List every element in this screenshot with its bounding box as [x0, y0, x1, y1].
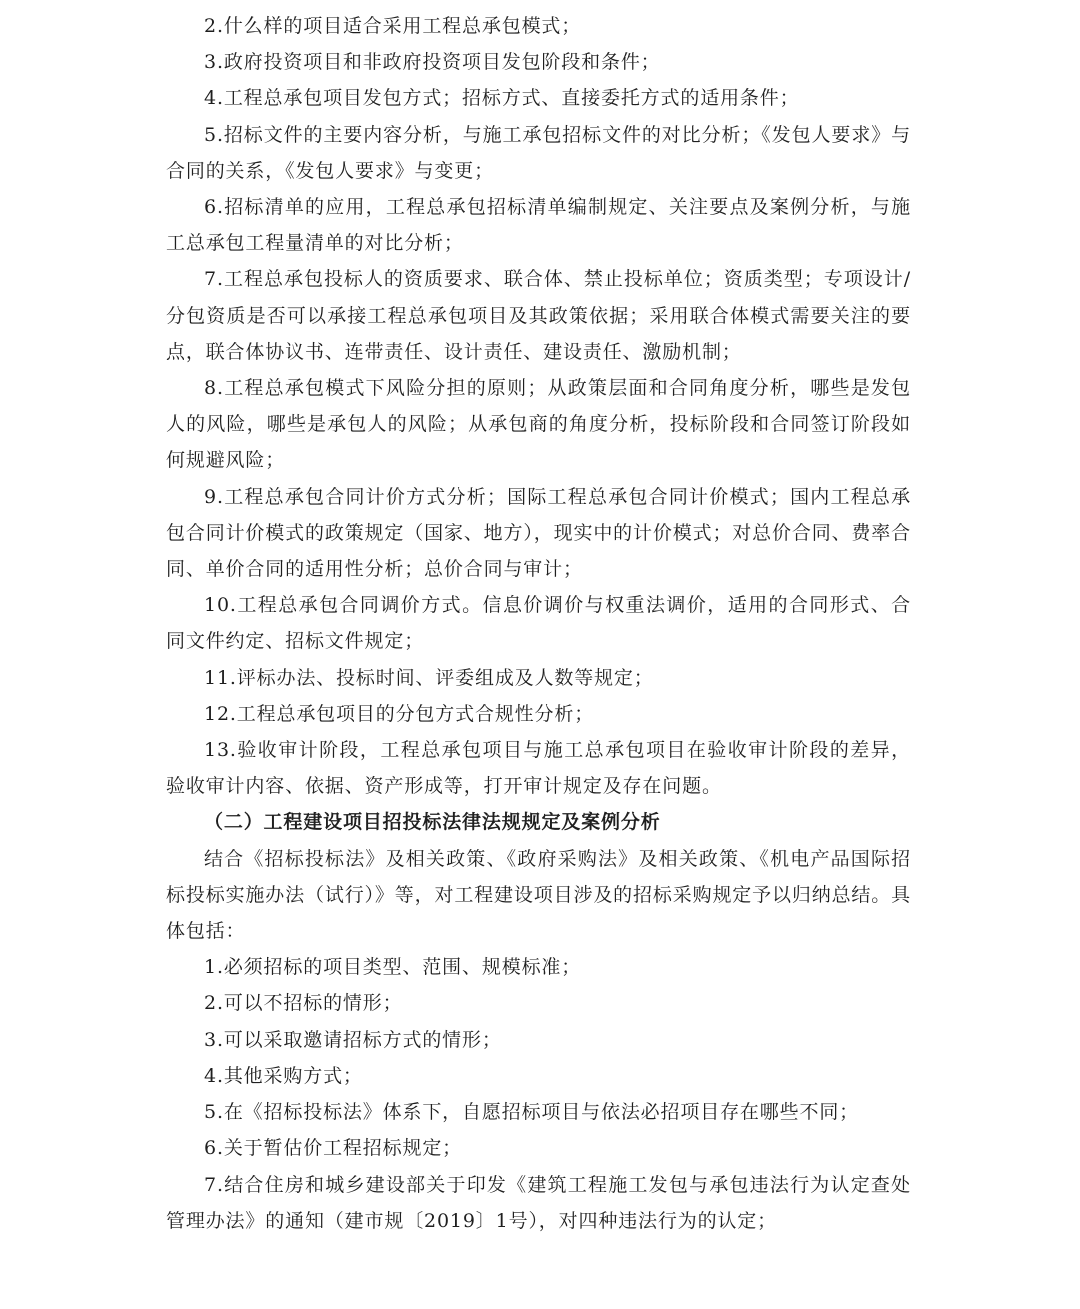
list-item: 3.政府投资项目和非政府投资项目发包阶段和条件；	[204, 51, 661, 74]
list-item: 12.工程总承包项目的分包方式合规性分析；	[204, 702, 595, 725]
list-item: 5.招标文件的主要内容分析，与施工承包招标文件的对比分析；《发包人要求》与合同的关系，《发包人要求》与变更；	[166, 123, 911, 182]
list-item: 13.验收审计阶段，工程总承包项目与施工总承包项目在验收审计阶段的差异，验收审计内容、依据、资产形成等，打开审计规定及存在问题。	[166, 739, 911, 798]
list-item: 2.什么样的项目适合采用工程总承包模式；	[204, 15, 582, 37]
document-page	[166, 8, 911, 1239]
list-item: 7.结合住房和城乡建设部关于印发《建筑工程施工发包与承包违法行为认定查处管理办法》的通知（建市规〔2019〕1号），对四种违法行为的认定；	[166, 1173, 911, 1232]
list-item: 8.工程总承包模式下风险分担的原则；从政策层面和合同角度分析，哪些是发包人的风险，哪些是承包人的风险；从承包商的角度分析，投标阶段和合同签订阶段如何规避风险；	[166, 377, 911, 472]
list-item: 11.评标办法、投标时间、评委组成及人数等规定；	[204, 666, 654, 689]
section-two-heading: （二）工程建设项目招投标法律法规规定及案例分析	[204, 811, 661, 834]
list-item: 10.工程总承包合同调价方式。信息价调价与权重法调价，适用的合同形式、合同文件约定、招标文件规定；	[166, 594, 911, 653]
section-two-intro: 结合《招标投标法》及相关政策、《政府采购法》及相关政策、《机电产品国际招标投标实施办法（试行）》等，对工程建设项目涉及的招标采购规定予以归纳总结。具体包括：	[166, 847, 911, 943]
section-two-list	[166, 949, 911, 1239]
list-item: 6.关于暂估价工程招标规定；	[204, 1137, 463, 1160]
list-item: 7.工程总承包投标人的资质要求、联合体、禁止投标单位；资质类型；专项设计/分包资质是否可以承接工程总承包项目及其政策依据；采用联合体模式需要关注的要点，联合体协议书、连带责任、设计责任、建设责任、激励机制；	[166, 268, 911, 363]
list-item: 1.必须招标的项目类型、范围、规模标准；	[204, 956, 582, 979]
list-item: 2.可以不招标的情形；	[204, 992, 403, 1015]
list-item: 3.可以采取邀请招标方式的情形；	[204, 1028, 502, 1051]
list-item: 4.工程总承包项目发包方式；招标方式、直接委托方式的适用条件；	[204, 87, 800, 110]
section-one-list	[166, 8, 911, 804]
list-item: 4.其他采购方式；	[204, 1064, 363, 1087]
list-item: 9.工程总承包合同计价方式分析；国际工程总承包合同计价模式；国内工程总承包合同计价模式的政策规定（国家、地方），现实中的计价模式；对总价合同、费率合同、单价合同的适用性分析；总价合同与审计；	[166, 485, 911, 581]
list-item: 5.在《招标投标法》体系下，自愿招标项目与依法必招项目存在哪些不同；	[204, 1101, 860, 1124]
list-item: 6.招标清单的应用，工程总承包招标清单编制规定、关注要点及案例分析，与施工总承包工程量清单的对比分析；	[166, 196, 911, 255]
